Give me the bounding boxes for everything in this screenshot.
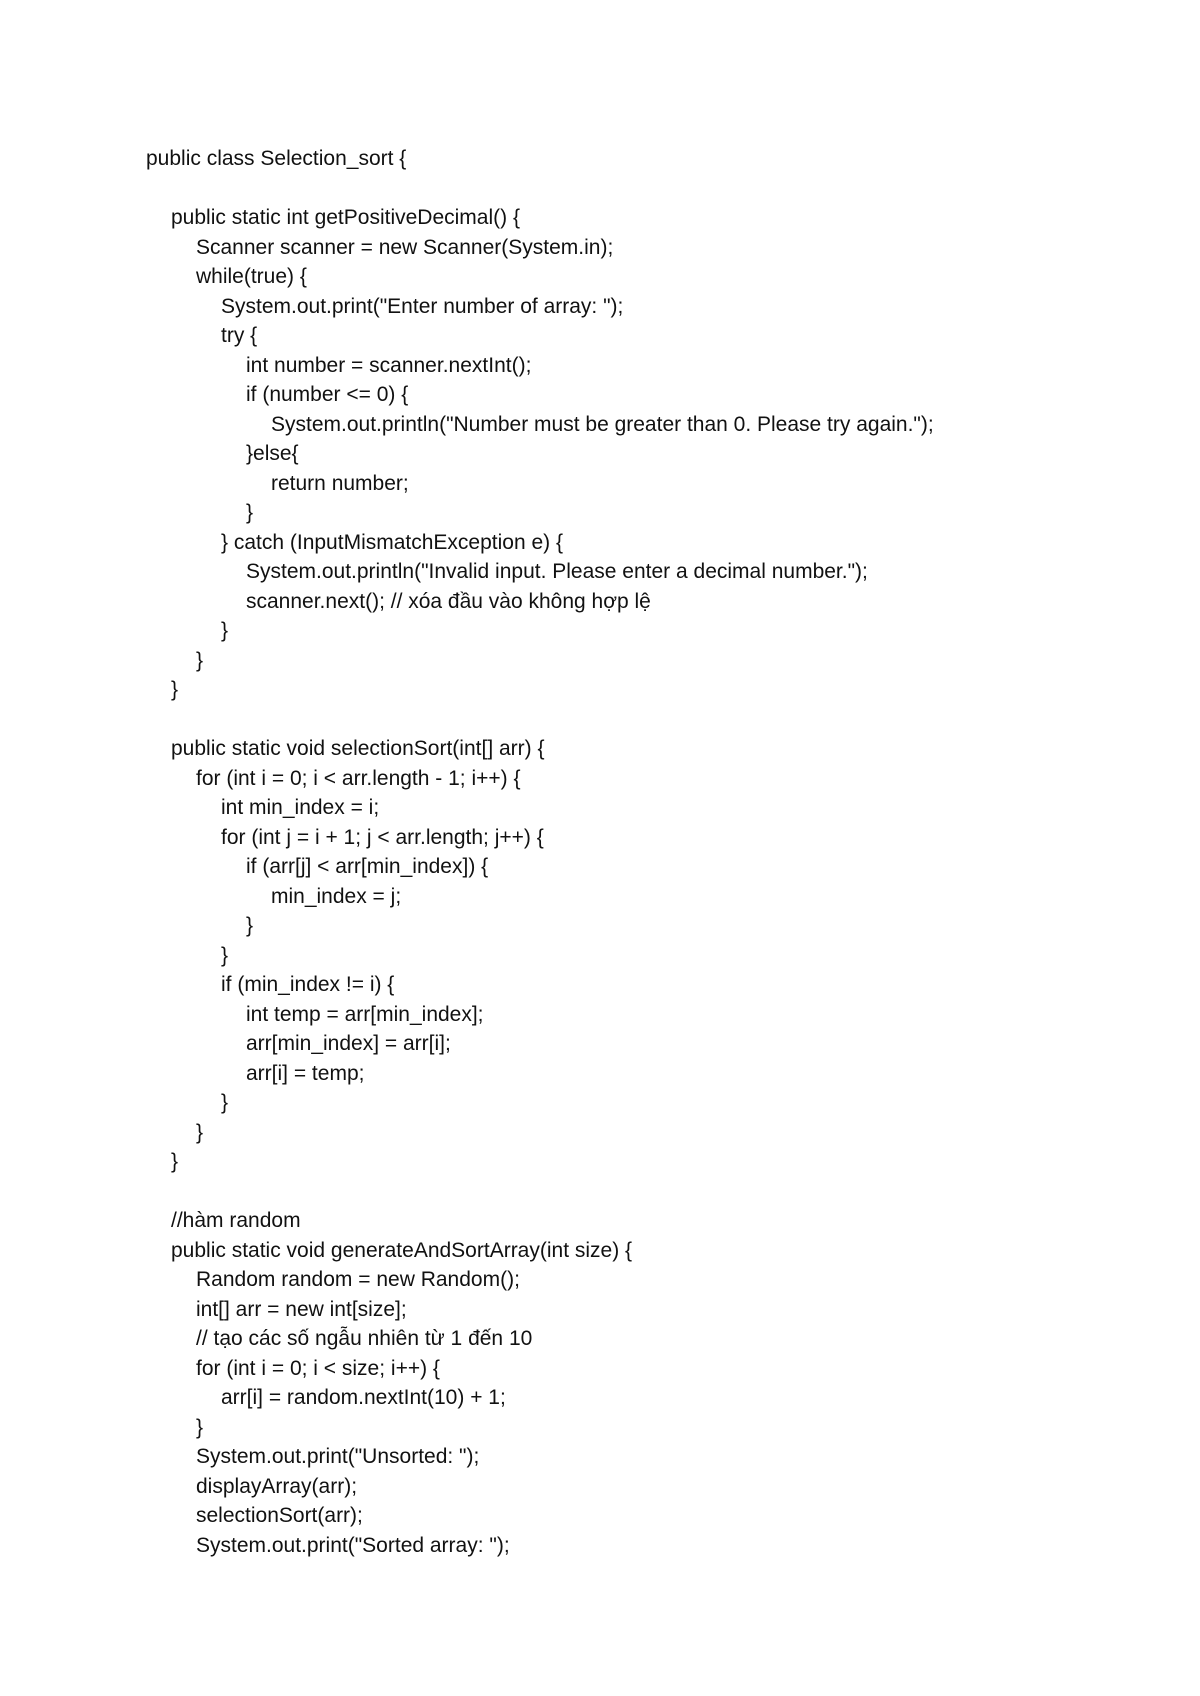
code-line: int[] arr = new int[size]; bbox=[196, 1297, 407, 1321]
code-comment: //hàm random bbox=[171, 1209, 301, 1232]
code-line: System.out.println("Invalid input. Please enter a decimal number."); bbox=[246, 560, 868, 583]
code-line: Random random = new Random(); bbox=[196, 1268, 520, 1291]
code-line: Scanner scanner = new Scanner(System.in); bbox=[196, 235, 614, 259]
code-line: arr[min_index] = arr[i]; bbox=[246, 1032, 451, 1055]
code-line: public static void generateAndSortArray(int size) { bbox=[171, 1238, 633, 1262]
code-line: } bbox=[221, 619, 229, 642]
code-line: for (int j = i + 1; j < arr.length; j++) { bbox=[221, 825, 544, 849]
code-line-blank bbox=[146, 1177, 1146, 1207]
code-line: System.out.print("Unsorted: "); bbox=[196, 1445, 480, 1468]
code-line: if (number <= 0) { bbox=[246, 383, 409, 406]
code-line: } bbox=[171, 678, 179, 701]
code-line: } bbox=[246, 914, 254, 937]
code-line: min_index = j; bbox=[271, 884, 402, 908]
code-line: for (int i = 0; i < size; i++) { bbox=[196, 1356, 440, 1380]
code-line: scanner.next(); // xóa đầu vào không hợp lệ bbox=[246, 589, 651, 613]
code-line: try { bbox=[221, 324, 258, 347]
code-line: System.out.print("Sorted array: "); bbox=[196, 1533, 510, 1557]
code-line: int temp = arr[min_index]; bbox=[246, 1002, 484, 1026]
code-line-blank bbox=[146, 174, 1146, 204]
code-line-blank bbox=[146, 705, 1146, 735]
code-line: while(true) { bbox=[196, 265, 307, 288]
code-line: selectionSort(arr); bbox=[196, 1504, 363, 1527]
code-line: if (arr[j] < arr[min_index]) { bbox=[246, 855, 489, 878]
code-line: public class Selection_sort { bbox=[146, 147, 407, 170]
code-line: } bbox=[246, 501, 254, 524]
code-line: } bbox=[196, 648, 204, 672]
code-line: arr[i] = random.nextInt(10) + 1; bbox=[221, 1386, 506, 1409]
code-line: } bbox=[196, 1120, 204, 1144]
code-line: int min_index = i; bbox=[221, 796, 380, 819]
code-line: } catch (InputMismatchException e) { bbox=[221, 530, 563, 554]
code-line: } bbox=[221, 1091, 229, 1114]
code-line: if (min_index != i) { bbox=[221, 973, 395, 996]
code-block bbox=[146, 144, 1146, 1560]
code-line: arr[i] = temp; bbox=[246, 1061, 365, 1085]
code-comment: // tạo các số ngẫu nhiên từ 1 đến 10 bbox=[196, 1327, 533, 1350]
code-line: public static void selectionSort(int[] arr) { bbox=[171, 737, 545, 760]
code-line: System.out.println("Number must be greater than 0. Please try again."); bbox=[271, 412, 934, 436]
code-line: displayArray(arr); bbox=[196, 1474, 358, 1498]
code-line: }else{ bbox=[246, 442, 299, 465]
code-line: } bbox=[221, 943, 229, 967]
code-line: System.out.print("Enter number of array: "); bbox=[221, 294, 624, 318]
code-line: } bbox=[196, 1415, 204, 1439]
code-line: int number = scanner.nextInt(); bbox=[246, 353, 532, 377]
code-line: return number; bbox=[271, 471, 409, 495]
code-line: } bbox=[171, 1150, 179, 1173]
code-line: public static int getPositiveDecimal() { bbox=[171, 206, 520, 229]
code-line: for (int i = 0; i < arr.length - 1; i++) { bbox=[196, 766, 521, 790]
